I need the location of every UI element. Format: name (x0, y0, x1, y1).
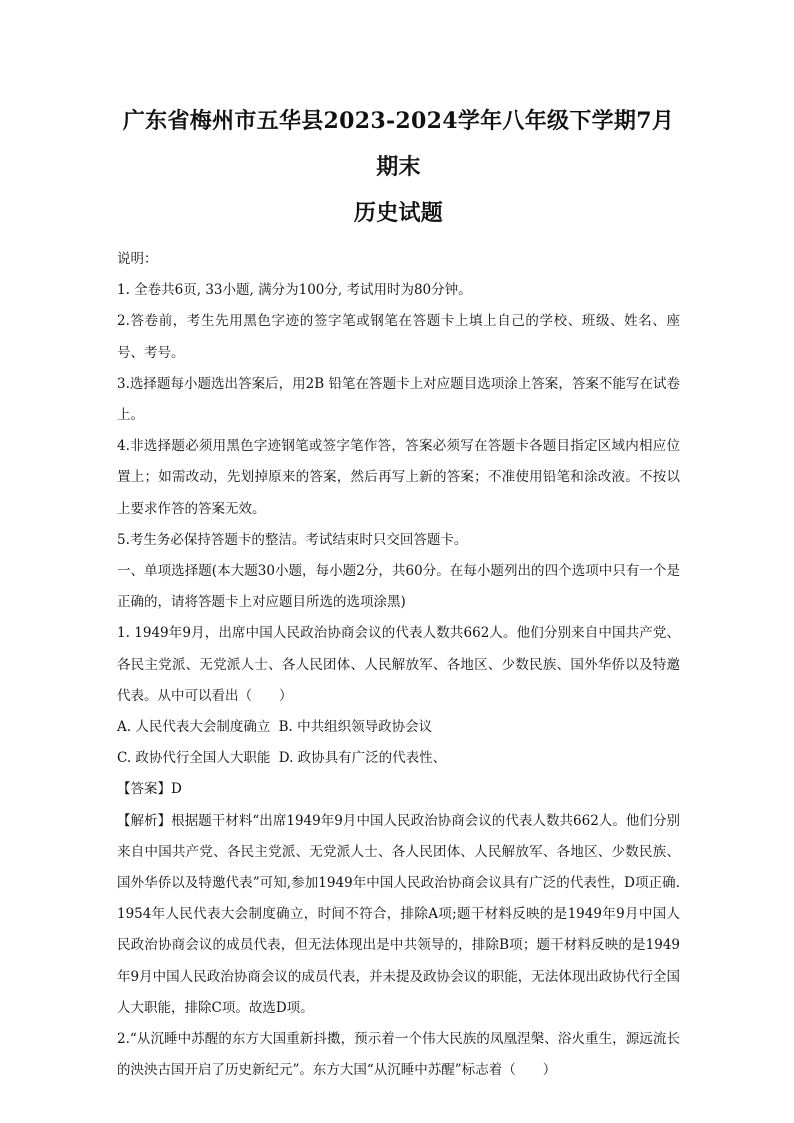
question-1-answer: 【答案】D (117, 781, 182, 798)
question-2-stem: 2.“从沉睡中苏醒的东方大国重新抖擞，预示着一个伟大民族的凤凰涅槃、浴火重生，源远流长的泱泱古国开启了历史新纪元”。东方大国“从沉睡中苏醒”标志着（ ） (117, 1031, 680, 1079)
note-item-2: 2.答卷前，考生先用黑色字迹的签字笔或钢笔在答题卡上填上自己的学校、班级、姓名、座号、考号。 (117, 313, 680, 361)
option-c: C. 政协代行全国人大职能 (117, 750, 271, 767)
exam-body (117, 244, 680, 1086)
option-b: B. 中共组织领导政协会议 (278, 719, 433, 736)
notes-heading: 说明： (117, 251, 158, 267)
option-d: D. 政协具有广泛的代表性、 (278, 750, 447, 767)
question-1-stem: 1. 1949年9月，出席中国人民政治协商会议的代表人数共662人。他们分别来自中国共产党、各民主党派、无党派人士、各人民团体、人民解放军、各地区、少数民族、国外华侨以及特邀代表。从中可以看出（ ） (117, 625, 680, 704)
note-item-4: 4.非选择题必须用黑色字迹钢笔或签字笔作答，答案必须写在答题卡各题目指定区域内相应位置上；如需改动，先划掉原来的答案，然后再写上新的答案；不准使用铅笔和涂改液。不按以上要求作答的答案无效。 (117, 438, 680, 517)
question-1-analysis: 【解析】根据题干材料“出席1949年9月中国人民政治协商会议的代表人数共662人。他们分别来自中国共产党、各民主党派、无党派人士、各人民团体、人民解放军、各地区、少数民族、国外华侨以及特邀代表”可知,参加1949年中国人民政治协商会议具有广泛的代表性，D项正确. 1954年人民代表大会制度确立，时间不符合，排除A项;题干材料反映的是1949年9月中国人民政治协商会议的成员代表，但无法体现出是中共领导的，排除B项；题干材料反映的是1949年9月中国人民政治协商会议的成员代表，并未提及政协会议的职能，无法体现出政协代行全国人大职能，排除C项。故选D项。 (117, 812, 680, 1016)
note-item-5: 5.考生务必保持答题卡的整洁。考试结束时只交回答题卡。 (117, 531, 468, 548)
exam-title-line1: 广东省梅州市五华县2023-2024学年八年级下学期7月期末 (122, 108, 675, 180)
question-1-options-ab (117, 712, 680, 743)
option-a: A. 人民代表大会制度确立 (117, 719, 271, 736)
exam-page (117, 98, 680, 1086)
section-heading: 一、单项选择题(本大题30小题，每小题2分，共60分。在每小题列出的四个选项中只有一个是正确的，请将答题卡上对应题目所选的选项涂黑) (117, 563, 680, 611)
exam-title (117, 98, 680, 236)
exam-title-line2: 历史试题 (353, 200, 444, 226)
note-item-3: 3.选择题每小题选出答案后，用2B 铅笔在答题卡上对应题目选项涂上答案，答案不能写在试卷上。 (117, 375, 680, 424)
note-item-1: 1. 全卷共6页, 33小题, 满分为100分, 考试用时为80分钟。 (117, 282, 472, 299)
question-1-options-cd (117, 743, 680, 774)
